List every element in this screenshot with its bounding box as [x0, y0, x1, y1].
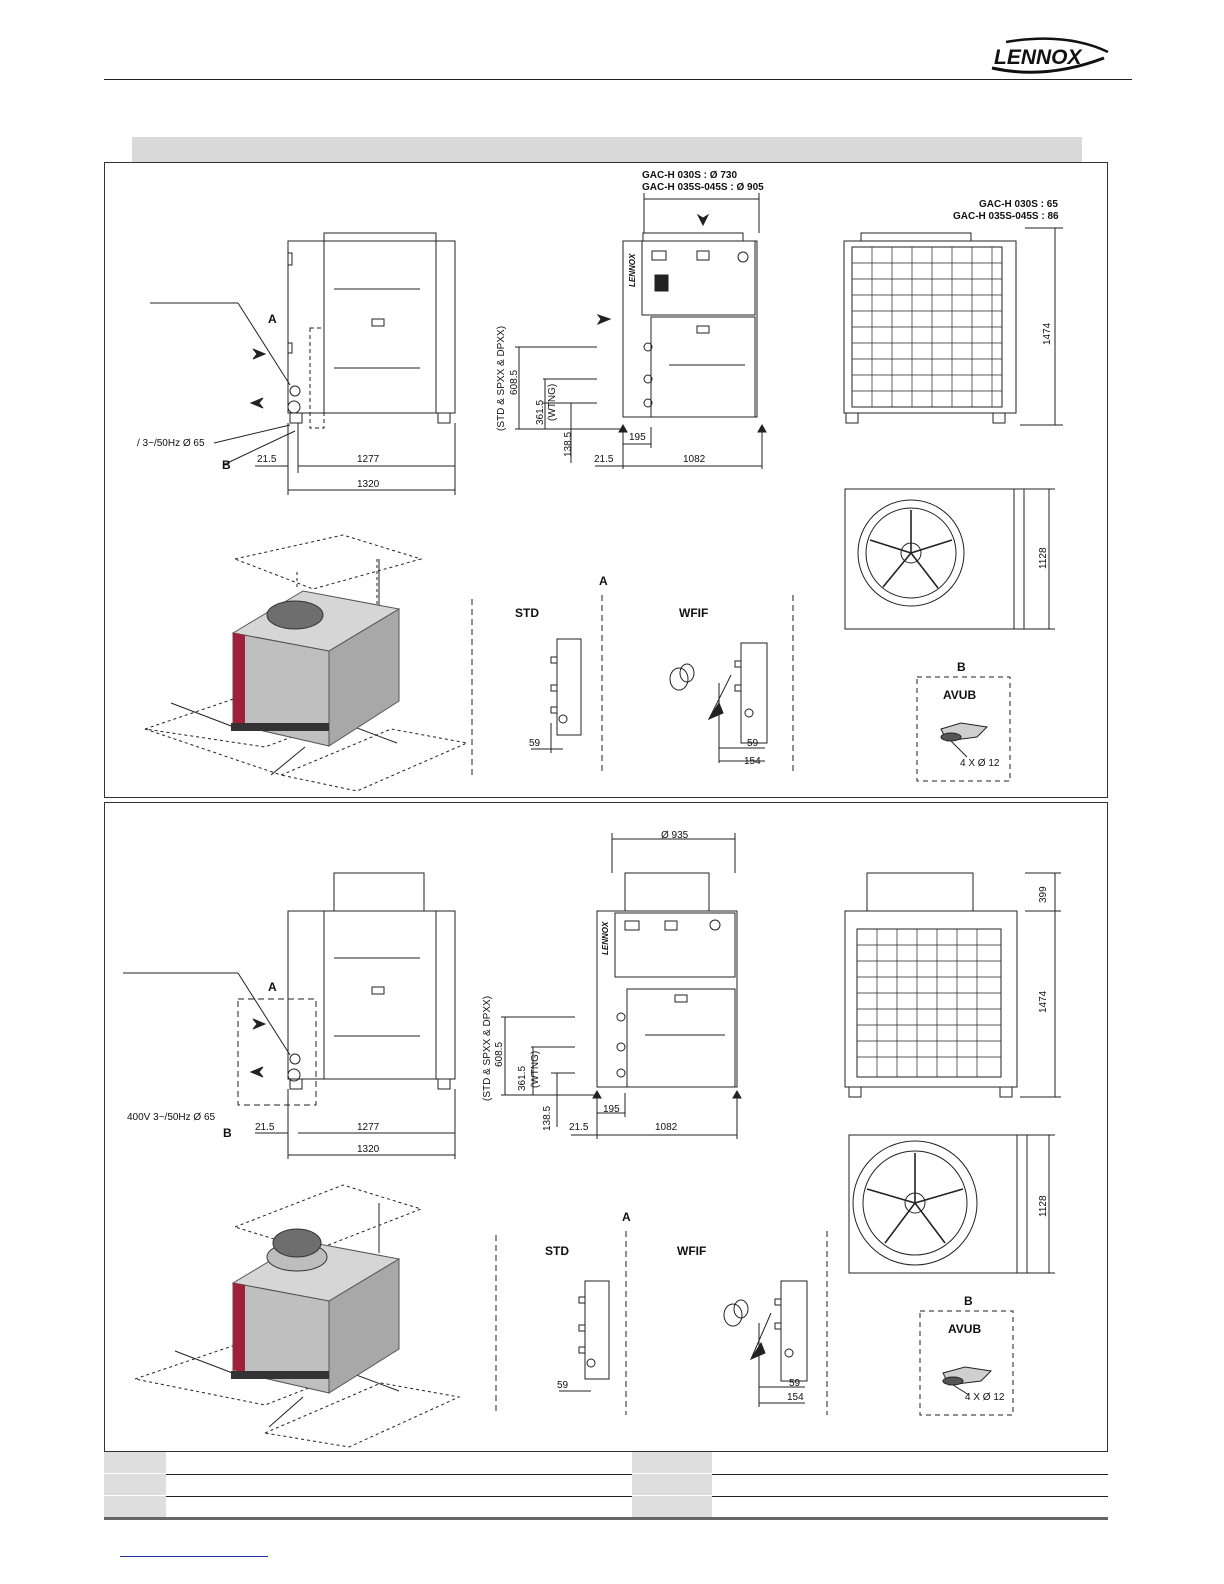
diagram-panel-1	[104, 162, 1108, 798]
side-dim-138: 138.5	[563, 431, 574, 457]
top-dim-1128: 1128	[1038, 547, 1049, 569]
rear-height-spec-2: GAC-H 035S-045S : 86	[953, 211, 1059, 222]
front-view-body	[288, 241, 455, 413]
side-dim-608: 608.5	[509, 369, 520, 395]
front-label-b: B	[222, 458, 231, 472]
front-power-spec: / 3~/50Hz Ø 65	[137, 438, 205, 449]
front-dim-21-5: 21.5	[255, 1122, 275, 1133]
rear-dim-1474: 1474	[1038, 990, 1049, 1013]
rear-height-spec-1: GAC-H 030S : 65	[979, 199, 1058, 210]
side-fan-spec: Ø 935	[661, 830, 689, 841]
iso-unit-3d	[231, 1229, 399, 1393]
front-dim-1277: 1277	[357, 1122, 380, 1133]
side-brand: LENNOX	[601, 921, 610, 955]
footer-cell-label	[632, 1474, 712, 1495]
front-label-a: A	[268, 980, 277, 994]
front-dim-1277: 1277	[357, 454, 380, 465]
side-dim-21-5: 21.5	[594, 454, 614, 465]
footer-link-underline[interactable]	[120, 1556, 268, 1557]
footer-cell-label	[104, 1474, 166, 1495]
side-dim-1082: 1082	[683, 454, 706, 465]
side-fan-spec-2: GAC-H 035S-045S : Ø 905	[642, 182, 764, 193]
detail-a-wfif-dim-59: 59	[747, 738, 759, 749]
side-dim-195: 195	[629, 432, 646, 443]
footer-row	[104, 1474, 1108, 1497]
front-view-body	[288, 911, 455, 1079]
side-dim-608: 608.5	[494, 1041, 505, 1067]
detail-b-holes: 4 X Ø 12	[965, 1392, 1005, 1403]
detail-b-avub: AVUB	[948, 1322, 982, 1336]
front-label-b: B	[223, 1126, 232, 1140]
detail-b-title: B	[964, 1294, 973, 1308]
side-dim-std: (STD & SPXX & DPXX)	[482, 995, 493, 1101]
side-dim-21-5: 21.5	[569, 1122, 589, 1133]
detail-b-avub: AVUB	[943, 688, 977, 702]
detail-a-wfif: WFIF	[677, 1244, 707, 1258]
footer-cell-label	[632, 1496, 712, 1517]
top-view-body	[845, 489, 1014, 629]
footer-cell-label	[632, 1452, 712, 1473]
detail-a-wfif-body	[741, 643, 767, 743]
footer-cell-label	[104, 1496, 166, 1517]
front-dim-21-5: 21.5	[257, 454, 277, 465]
footer-row	[104, 1452, 1108, 1475]
side-dim-361: 361.5	[535, 399, 546, 425]
rear-dim-399: 399	[1038, 886, 1049, 903]
side-dim-std: (STD & SPXX & DPXX)	[496, 325, 507, 431]
brand-text: LENNOX	[994, 46, 1082, 69]
front-label-a: A	[268, 312, 277, 326]
detail-a-std-dim-59: 59	[529, 738, 541, 749]
lennox-logo	[986, 36, 1114, 76]
footer-rule	[104, 1517, 1108, 1520]
detail-a-title: A	[599, 574, 608, 588]
detail-a-wfif-dim-154: 154	[787, 1392, 804, 1403]
side-dim-1082: 1082	[655, 1122, 678, 1133]
iso-unit-3d	[231, 591, 399, 746]
top-dim-1128: 1128	[1038, 1195, 1049, 1217]
detail-a-wfif: WFIF	[679, 606, 709, 620]
iso-top-clearance	[235, 535, 421, 589]
detail-a-title: A	[622, 1210, 631, 1224]
side-brand: LENNOX	[628, 253, 637, 287]
front-dim-1320: 1320	[357, 479, 380, 490]
footer-row	[104, 1496, 1108, 1519]
side-dim-wtng: (WTNG)	[530, 1050, 541, 1088]
diagram-panel-2	[104, 802, 1108, 1452]
side-dim-138: 138.5	[542, 1105, 553, 1131]
side-dim-wtng: (WTNG)	[547, 383, 558, 421]
detail-a-std-body	[585, 1281, 609, 1379]
front-dim-1320: 1320	[357, 1144, 380, 1155]
footer-cell-label	[104, 1452, 166, 1473]
rear-view-body	[845, 911, 1017, 1087]
detail-b-title: B	[957, 660, 966, 674]
detail-a-std-body	[557, 639, 581, 735]
rear-dim-1474: 1474	[1042, 322, 1053, 345]
section-title-bar	[132, 137, 1082, 162]
header-rule	[104, 79, 1132, 80]
detail-a-std-dim-59: 59	[557, 1380, 569, 1391]
side-view-body	[597, 911, 737, 1087]
front-power-spec: 400V 3~/50Hz Ø 65	[127, 1112, 216, 1123]
detail-a-wfif-dim-59: 59	[789, 1378, 801, 1389]
detail-a-std: STD	[515, 606, 539, 620]
side-fan-spec-1: GAC-H 030S : Ø 730	[642, 170, 738, 181]
detail-b-holes: 4 X Ø 12	[960, 758, 1000, 769]
side-dim-195: 195	[603, 1104, 620, 1115]
detail-a-wfif-dim-154: 154	[744, 756, 761, 767]
detail-a-std: STD	[545, 1244, 569, 1258]
side-view-body	[623, 241, 757, 417]
side-dim-361: 361.5	[517, 1065, 528, 1091]
detail-a-wfif-body	[781, 1281, 807, 1381]
